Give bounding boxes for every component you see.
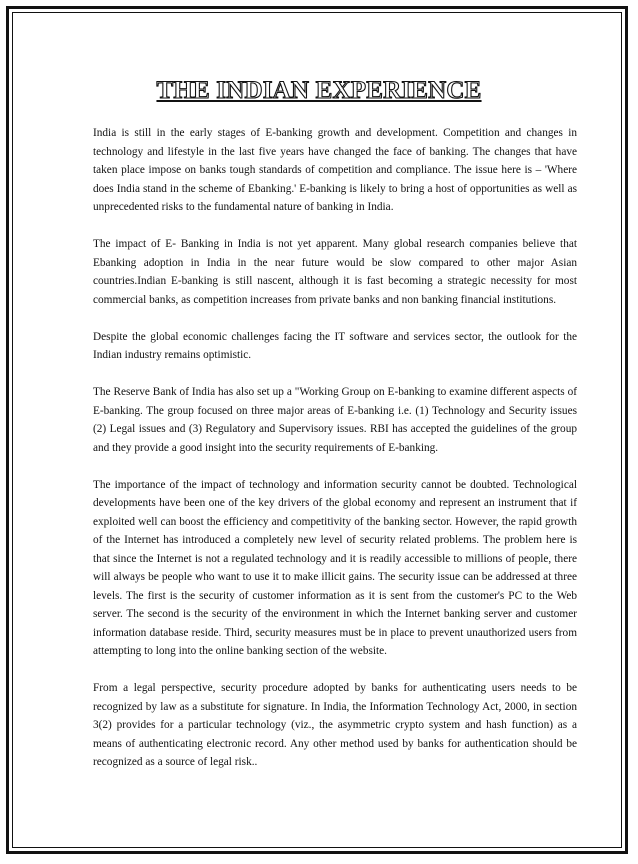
paragraph-rbi-working-group: The Reserve Bank of India has also set up a "Working Group on E-banking to examine different aspects of E-banking. The group focused on three major areas of E-banking i.e. (1) Technology and Security issues (2) Legal issues and (3) Regulatory and Supervisory issues. RBI has accepted the guidelines of the group and they provide a good insight into the security requirements of E-banking. bbox=[93, 386, 577, 454]
document-body bbox=[93, 124, 577, 772]
paragraph-legal-perspective: From a legal perspective, security procedure adopted by banks for authenticating users needs to be recognized by law as a substitute for signature. In India, the Information Technology Act, 2000, in section 3(2) provides for a particular technology (viz., the asymmetric crypto system and hash function) as a means of authenticating electronic record. Any other method used by banks for authentication should be recognized as a source of legal risk.. bbox=[93, 682, 577, 768]
paragraph-introduction: India is still in the early stages of E-banking growth and development. Competition and changes in technology and lifestyle in the last five years have changed the face of banking. The changes that have taken place impose on banks tough standards of competition and compliance. The issue here is – 'Where does India stand in the scheme of Ebanking.' E-banking is likely to bring a host of opportunities as well as unprecedented risks to the fundamental nature of banking in India. bbox=[93, 127, 577, 213]
page-title: THE INDIAN EXPERIENCE bbox=[156, 77, 482, 104]
paragraph-security: The importance of the impact of technology and information security cannot be doubted. Technological developments have been one of the key drivers of the global economy and represent an instrument that if exploited well can boost the efficiency and competitivity of the banking sector. However, the rapid growth of the Internet has introduced a completely new level of security related problems. The problem here is that since the Internet is not a regulated technology and it is readily accessible to millions of people, there will always be people who want to use it to make illicit gains. The security issue can be addressed at three levels. The first is the security of customer information as it is sent from the customer's PC to the Web server. The second is the security of the environment in which the Internet banking server and customer information database reside. Third, security measures must be in place to prevent unauthorized users from attempting to long into the online banking section of the website. bbox=[93, 478, 577, 657]
paragraph-impact: The impact of E- Banking in India is not yet apparent. Many global research companies believe that Ebanking adoption in India in the near future would be slow compared to other major Asian countries.Indian E-banking is still nascent, although it is fast becoming a strategic necessity for most commercial banks, as competition increases from private banks and non banking financial institutions. bbox=[93, 238, 577, 306]
paragraph-outlook: Despite the global economic challenges facing the IT software and services sector, the outlook for the Indian industry remains optimistic. bbox=[93, 330, 577, 361]
